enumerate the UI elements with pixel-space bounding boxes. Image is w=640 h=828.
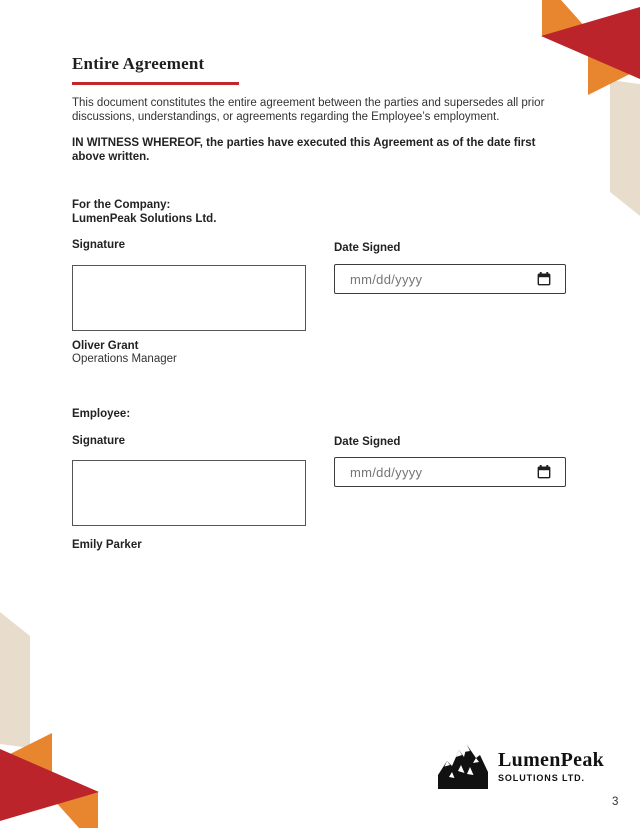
page-title: Entire Agreement bbox=[72, 54, 205, 73]
company-date-placeholder: mm/dd/yyyy bbox=[350, 271, 423, 287]
company-signature-field[interactable] bbox=[72, 265, 306, 331]
company-date-input[interactable] bbox=[334, 264, 566, 294]
title-underline bbox=[72, 82, 239, 85]
company-logo bbox=[437, 742, 604, 790]
company-heading-line2: LumenPeak Solutions Ltd. bbox=[72, 212, 217, 225]
intro-paragraph: This document constitutes the entire agreement between the parties and supersedes all prior discussions, understandings, or agreements regarding the Employee’s employment. bbox=[72, 97, 545, 123]
company-signature-label: Signature bbox=[72, 239, 126, 251]
company-heading-line1: For the Company: bbox=[72, 199, 171, 211]
employee-signer-name: Emily Parker bbox=[72, 539, 142, 551]
page-number: 3 bbox=[612, 796, 619, 808]
corner-decoration-bottom-left bbox=[0, 612, 100, 828]
logo-brand-name: LumenPeak bbox=[498, 749, 605, 771]
calendar-icon[interactable] bbox=[537, 272, 551, 286]
witness-paragraph: IN WITNESS WHEREOF, the parties have executed this Agreement as of the date first above written. bbox=[72, 137, 536, 163]
mountain-icon bbox=[437, 742, 489, 790]
calendar-icon[interactable] bbox=[537, 465, 551, 479]
employee-date-input[interactable] bbox=[334, 457, 566, 487]
logo-text bbox=[498, 749, 604, 783]
employee-heading: Employee: bbox=[72, 408, 131, 420]
employee-date-label: Date Signed bbox=[334, 436, 401, 448]
employee-signature-field[interactable] bbox=[72, 460, 306, 526]
company-signer-title: Operations Manager bbox=[72, 353, 177, 365]
company-signer-name: Oliver Grant bbox=[72, 340, 139, 352]
employee-signature-label: Signature bbox=[72, 435, 126, 447]
logo-subtitle: SOLUTIONS LTD. bbox=[498, 773, 585, 783]
company-date-label: Date Signed bbox=[334, 242, 401, 254]
company-heading bbox=[72, 199, 216, 226]
employee-date-placeholder: mm/dd/yyyy bbox=[350, 464, 423, 480]
